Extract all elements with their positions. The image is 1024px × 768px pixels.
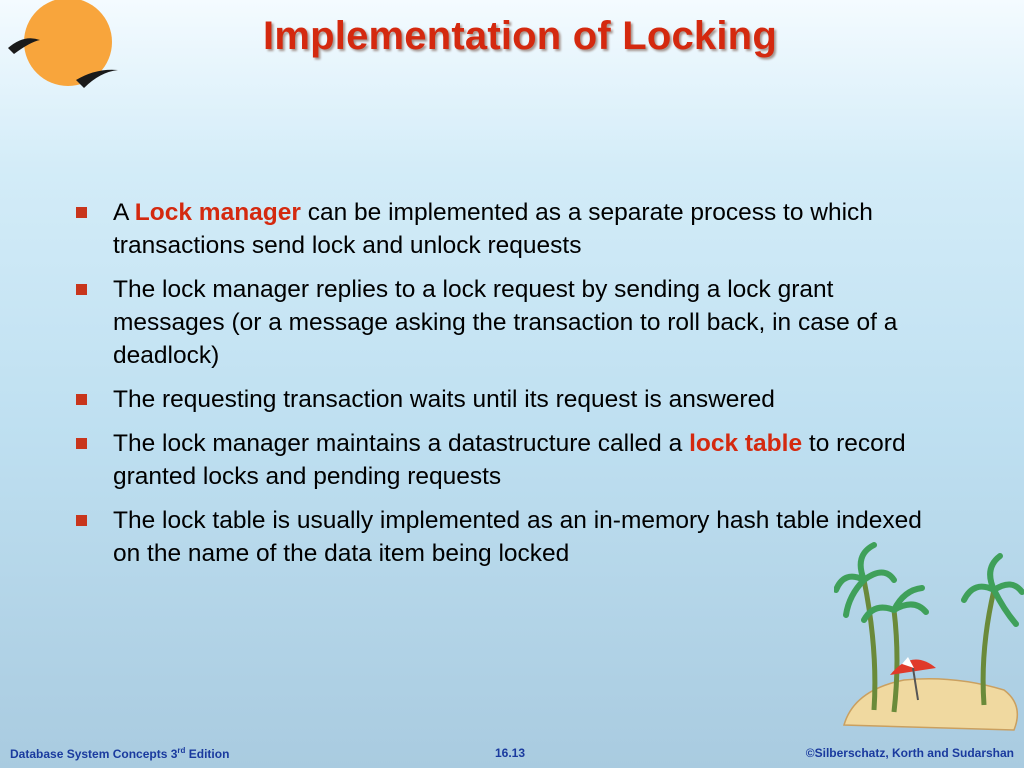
bullet-marker [76,438,87,449]
bullet-item [76,504,936,570]
footer-copyright: ©Silberschatz, Korth and Sudarshan [805,746,1014,760]
bullet-text: to record granted locks and pending requests [113,430,906,490]
bullet-text: A [113,199,135,226]
bullet-marker [76,515,87,526]
bullet-item [76,383,936,416]
bullet-highlight: lock table [689,430,803,457]
bullet-marker [76,284,87,295]
bullet-list [76,196,936,581]
bullet-highlight: Lock manager [134,199,301,226]
bullet-text: The lock manager maintains a datastructure called a [113,430,690,457]
slide-title: Implementation of Locking [263,14,777,58]
footer-book: Database System Concepts 3rd Edition [10,746,230,761]
footer-page-number: 16.13 [495,746,526,760]
bullet-item [76,196,936,262]
bullet-text: can be implemented as a separate process to which transactions send lock and unlock requests [113,199,873,259]
palm-island-icon [836,545,1022,730]
island-decoration [834,540,1024,740]
bullet-text: The lock table is usually implemented as an in-memory hash table indexed on the name of the data item being locked [113,507,922,567]
bullet-item [76,427,936,493]
sun-decoration [0,0,130,100]
bullet-item [76,273,936,372]
footer [0,740,1024,768]
bullet-marker [76,394,87,405]
bullet-text: The lock manager replies to a lock request by sending a lock grant messages (or a message asking the transaction to roll back, in case of a deadlock) [113,276,898,369]
bullet-marker [76,207,87,218]
bullet-text: The requesting transaction waits until its request is answered [113,386,775,413]
